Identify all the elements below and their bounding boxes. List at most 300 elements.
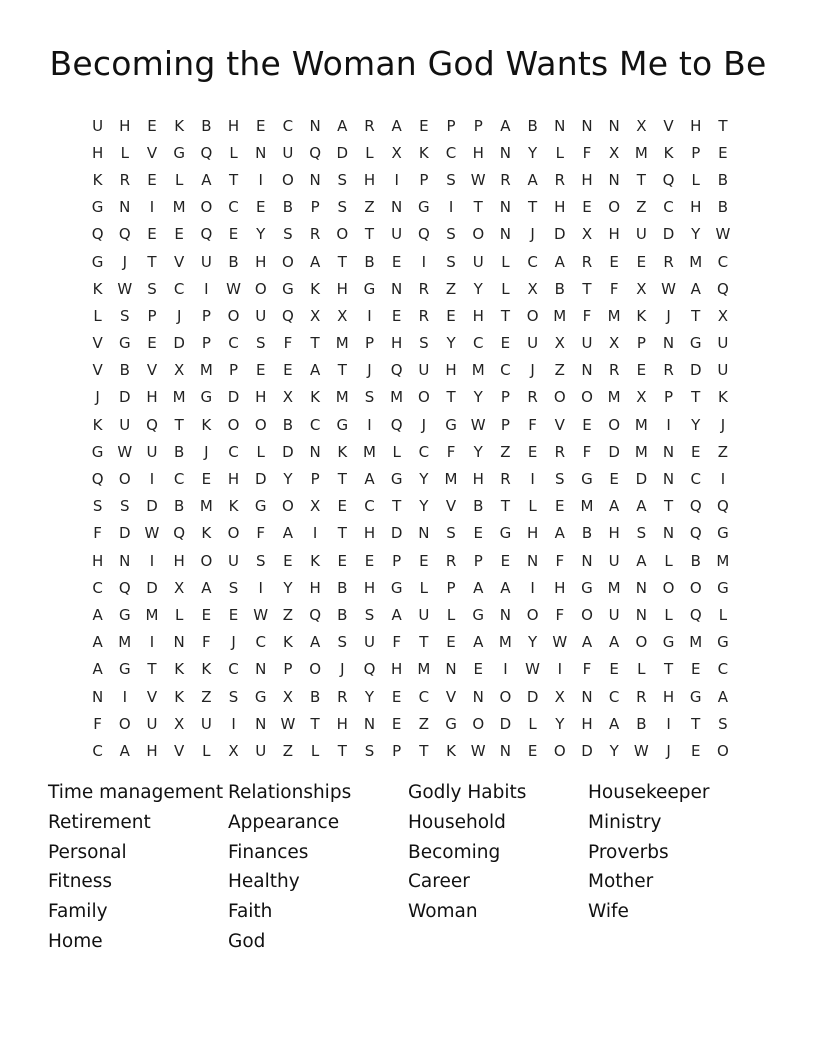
grid-letter[interactable]: J <box>231 633 236 652</box>
grid-letter[interactable]: G <box>418 198 430 217</box>
grid-letter[interactable]: O <box>689 578 702 597</box>
grid-letter[interactable]: A <box>201 170 212 189</box>
grid-letter[interactable]: T <box>663 497 674 516</box>
grid-letter[interactable]: O <box>254 279 267 298</box>
grid-letter[interactable]: A <box>92 633 103 652</box>
grid-letter[interactable]: P <box>473 116 483 135</box>
grid-letter[interactable]: E <box>255 198 266 217</box>
grid-letter[interactable]: G <box>173 143 185 162</box>
grid-letter[interactable]: O <box>118 470 131 489</box>
grid-letter[interactable]: I <box>258 170 263 189</box>
grid-letter[interactable]: W <box>470 170 486 189</box>
grid-letter[interactable]: N <box>255 143 267 162</box>
grid-letter[interactable]: C <box>418 442 430 461</box>
grid-letter[interactable]: L <box>229 143 238 162</box>
grid-letter[interactable]: I <box>122 687 127 706</box>
grid-letter[interactable]: E <box>500 334 511 353</box>
grid-letter[interactable]: N <box>255 660 267 679</box>
grid-letter[interactable]: T <box>147 252 157 271</box>
grid-letter[interactable]: F <box>202 633 211 652</box>
grid-letter[interactable]: E <box>174 225 184 244</box>
grid-letter[interactable]: M <box>172 388 186 407</box>
grid-letter[interactable]: A <box>554 252 565 271</box>
grid-letter[interactable]: C <box>500 361 511 380</box>
grid-letter[interactable]: N <box>662 470 675 489</box>
grid-letter[interactable]: D <box>608 442 620 461</box>
grid-letter[interactable]: Y <box>555 714 565 733</box>
grid-letter[interactable]: E <box>364 551 375 570</box>
grid-letter[interactable]: N <box>635 605 647 624</box>
grid-letter[interactable]: R <box>500 470 511 489</box>
grid-letter[interactable]: G <box>390 470 403 489</box>
grid-letter[interactable]: S <box>364 605 375 624</box>
grid-letter[interactable]: N <box>91 687 104 706</box>
grid-letter[interactable]: N <box>581 687 593 706</box>
grid-letter[interactable]: N <box>581 116 593 135</box>
grid-letter[interactable]: P <box>664 388 674 407</box>
grid-letter[interactable]: C <box>228 198 239 217</box>
grid-letter[interactable]: G <box>282 279 294 298</box>
grid-letter[interactable]: M <box>716 551 730 570</box>
grid-letter[interactable]: N <box>119 198 131 217</box>
grid-letter[interactable]: N <box>499 198 512 217</box>
grid-letter[interactable]: O <box>499 687 512 706</box>
grid-letter[interactable]: S <box>255 334 266 353</box>
grid-letter[interactable]: G <box>200 388 213 407</box>
grid-letter[interactable]: H <box>363 578 376 597</box>
grid-letter[interactable]: S <box>337 170 348 189</box>
grid-letter[interactable]: G <box>689 334 702 353</box>
grid-letter[interactable]: C <box>663 198 674 217</box>
grid-letter[interactable]: R <box>581 252 593 271</box>
grid-letter[interactable]: N <box>309 116 321 135</box>
grid-letter[interactable]: E <box>391 714 402 733</box>
grid-letter[interactable]: L <box>446 605 456 624</box>
grid-letter[interactable]: E <box>283 361 293 380</box>
grid-letter[interactable]: U <box>119 415 131 434</box>
grid-letter[interactable]: X <box>636 279 647 298</box>
grid-letter[interactable]: Z <box>364 198 375 217</box>
grid-letter[interactable]: S <box>636 524 647 543</box>
grid-letter[interactable]: C <box>717 660 729 679</box>
grid-letter[interactable]: J <box>176 306 182 325</box>
grid-letter[interactable]: U <box>717 361 729 380</box>
grid-letter[interactable]: M <box>607 578 621 597</box>
grid-letter[interactable]: K <box>337 442 348 461</box>
grid-letter[interactable]: L <box>528 497 537 516</box>
grid-letter[interactable]: H <box>146 741 158 760</box>
grid-letter[interactable]: X <box>609 143 620 162</box>
grid-letter[interactable]: E <box>690 442 701 461</box>
grid-letter[interactable]: I <box>149 470 155 489</box>
grid-letter[interactable]: K <box>92 279 103 298</box>
grid-letter[interactable]: F <box>256 524 266 543</box>
grid-letter[interactable]: P <box>201 306 211 325</box>
grid-letter[interactable]: E <box>201 605 212 624</box>
grid-letter[interactable]: X <box>554 687 565 706</box>
grid-letter[interactable]: F <box>582 660 592 679</box>
grid-letter[interactable]: D <box>227 388 240 407</box>
grid-letter[interactable]: H <box>336 279 348 298</box>
grid-letter[interactable]: E <box>147 116 157 135</box>
grid-letter[interactable]: L <box>528 714 537 733</box>
grid-letter[interactable]: Q <box>146 415 158 434</box>
grid-letter[interactable]: A <box>690 279 701 298</box>
grid-letter[interactable]: D <box>119 388 131 407</box>
grid-letter[interactable]: F <box>582 442 592 461</box>
grid-letter[interactable]: R <box>500 170 511 189</box>
grid-letter[interactable]: A <box>609 497 620 516</box>
grid-letter[interactable]: F <box>93 524 102 543</box>
grid-letter[interactable]: J <box>122 252 127 271</box>
grid-letter[interactable]: O <box>227 415 240 434</box>
grid-letter[interactable]: W <box>470 741 486 760</box>
grid-letter[interactable]: C <box>472 334 484 353</box>
grid-letter[interactable]: V <box>445 497 457 516</box>
grid-letter[interactable]: O <box>417 388 430 407</box>
grid-letter[interactable]: G <box>363 279 376 298</box>
grid-letter[interactable]: T <box>337 252 347 271</box>
grid-letter[interactable]: M <box>145 605 159 624</box>
grid-letter[interactable]: E <box>419 551 429 570</box>
grid-letter[interactable]: O <box>635 633 648 652</box>
grid-letter[interactable]: L <box>202 741 211 760</box>
grid-letter[interactable]: D <box>499 714 512 733</box>
grid-letter[interactable]: W <box>525 660 541 679</box>
grid-letter[interactable]: O <box>282 252 294 271</box>
grid-letter[interactable]: T <box>147 660 157 679</box>
grid-letter[interactable]: X <box>391 143 402 162</box>
grid-letter[interactable]: F <box>392 633 401 652</box>
grid-letter[interactable]: D <box>336 143 349 162</box>
grid-letter[interactable]: Q <box>662 170 675 189</box>
grid-letter[interactable]: H <box>363 170 376 189</box>
grid-letter[interactable]: O <box>472 225 485 244</box>
grid-letter[interactable]: B <box>473 497 484 516</box>
grid-letter[interactable]: A <box>581 633 593 652</box>
grid-letter[interactable]: T <box>392 497 402 516</box>
grid-letter[interactable]: K <box>201 660 212 679</box>
grid-letter[interactable]: A <box>92 605 103 624</box>
grid-letter[interactable]: S <box>255 551 266 570</box>
grid-letter[interactable]: S <box>364 741 375 760</box>
grid-letter[interactable]: H <box>526 524 539 543</box>
grid-letter[interactable]: Y <box>473 279 483 298</box>
grid-letter[interactable]: O <box>227 306 240 325</box>
grid-letter[interactable]: T <box>691 714 701 733</box>
grid-letter[interactable]: F <box>555 605 565 624</box>
grid-letter[interactable]: R <box>554 170 565 189</box>
grid-letter[interactable]: B <box>337 578 348 597</box>
grid-letter[interactable]: A <box>119 741 130 760</box>
grid-letter[interactable]: V <box>146 143 158 162</box>
grid-letter[interactable]: L <box>120 143 129 162</box>
grid-letter[interactable]: P <box>310 198 320 217</box>
grid-letter[interactable]: G <box>662 633 675 652</box>
grid-letter[interactable]: J <box>530 361 535 380</box>
grid-letter[interactable]: E <box>283 551 293 570</box>
grid-letter[interactable]: E <box>391 306 402 325</box>
grid-letter[interactable]: N <box>309 442 321 461</box>
grid-letter[interactable]: V <box>174 252 185 271</box>
grid-letter[interactable]: Q <box>91 225 104 244</box>
grid-letter[interactable]: G <box>118 334 131 353</box>
grid-letter[interactable]: Y <box>419 497 429 516</box>
grid-letter[interactable]: W <box>470 415 486 434</box>
grid-letter[interactable]: O <box>336 225 349 244</box>
grid-letter[interactable]: R <box>663 361 674 380</box>
grid-letter[interactable]: M <box>634 415 648 434</box>
grid-letter[interactable]: X <box>527 279 538 298</box>
grid-letter[interactable]: Y <box>446 334 456 353</box>
grid-letter[interactable]: S <box>337 198 348 217</box>
grid-letter[interactable]: J <box>367 361 372 380</box>
grid-letter[interactable]: V <box>174 741 185 760</box>
grid-letter[interactable]: B <box>554 279 565 298</box>
grid-letter[interactable]: H <box>472 143 484 162</box>
grid-letter[interactable]: T <box>228 170 239 189</box>
grid-letter[interactable]: O <box>282 497 294 516</box>
grid-letter[interactable]: C <box>173 279 185 298</box>
grid-letter[interactable]: T <box>500 497 510 516</box>
grid-letter[interactable]: J <box>666 741 671 760</box>
grid-letter[interactable]: K <box>174 660 185 679</box>
grid-letter[interactable]: F <box>446 442 456 461</box>
grid-letter[interactable]: K <box>201 415 212 434</box>
grid-letter[interactable]: D <box>282 442 294 461</box>
grid-letter[interactable]: R <box>418 306 430 325</box>
grid-letter[interactable]: A <box>554 524 565 543</box>
grid-letter[interactable]: D <box>662 225 675 244</box>
grid-letter[interactable]: X <box>228 741 239 760</box>
grid-letter[interactable]: K <box>663 143 674 162</box>
grid-letter[interactable]: C <box>364 497 375 516</box>
grid-letter[interactable]: M <box>417 660 431 679</box>
grid-letter[interactable]: G <box>118 660 131 679</box>
grid-letter[interactable]: K <box>310 279 321 298</box>
grid-letter[interactable]: G <box>445 415 457 434</box>
grid-letter[interactable]: G <box>118 605 131 624</box>
grid-letter[interactable]: B <box>119 361 130 380</box>
grid-letter[interactable]: K <box>418 143 429 162</box>
grid-letter[interactable]: V <box>146 361 158 380</box>
grid-letter[interactable]: E <box>609 660 619 679</box>
grid-letter[interactable]: E <box>255 116 266 135</box>
grid-letter[interactable]: P <box>446 116 456 135</box>
grid-letter[interactable]: K <box>282 633 293 652</box>
grid-letter[interactable]: W <box>253 605 269 624</box>
grid-letter[interactable]: C <box>690 470 701 489</box>
grid-letter[interactable]: P <box>636 334 646 353</box>
grid-letter[interactable]: Z <box>282 605 294 624</box>
grid-letter[interactable]: P <box>392 551 402 570</box>
grid-letter[interactable]: L <box>501 279 510 298</box>
grid-letter[interactable]: Y <box>364 687 375 706</box>
grid-letter[interactable]: H <box>336 714 348 733</box>
grid-letter[interactable]: H <box>255 388 267 407</box>
grid-letter[interactable]: S <box>228 578 239 597</box>
grid-letter[interactable]: O <box>200 551 213 570</box>
grid-letter[interactable]: D <box>635 470 648 489</box>
grid-letter[interactable]: O <box>118 714 131 733</box>
grid-letter[interactable]: O <box>282 170 294 189</box>
grid-letter[interactable]: M <box>444 470 458 489</box>
grid-letter[interactable]: B <box>309 687 321 706</box>
grid-letter[interactable]: L <box>637 660 646 679</box>
grid-letter[interactable]: H <box>119 116 131 135</box>
grid-letter[interactable]: R <box>119 170 130 189</box>
grid-letter[interactable]: H <box>472 470 484 489</box>
grid-letter[interactable]: G <box>717 633 729 652</box>
grid-letter[interactable]: C <box>228 442 239 461</box>
grid-letter[interactable]: X <box>636 388 647 407</box>
grid-letter[interactable]: V <box>445 687 457 706</box>
grid-letter[interactable]: E <box>582 198 592 217</box>
grid-letter[interactable]: T <box>473 198 483 217</box>
grid-letter[interactable]: K <box>717 388 728 407</box>
grid-letter[interactable]: N <box>662 334 675 353</box>
grid-letter[interactable]: E <box>690 741 701 760</box>
grid-letter[interactable]: M <box>634 143 648 162</box>
grid-letter[interactable]: U <box>472 252 484 271</box>
grid-letter[interactable]: C <box>92 578 103 597</box>
grid-letter[interactable]: E <box>147 225 157 244</box>
grid-letter[interactable]: W <box>633 741 649 760</box>
grid-letter[interactable]: M <box>580 497 594 516</box>
grid-letter[interactable]: U <box>228 551 240 570</box>
grid-letter[interactable]: N <box>581 551 593 570</box>
grid-letter[interactable]: D <box>581 741 593 760</box>
grid-letter[interactable]: X <box>636 116 647 135</box>
grid-letter[interactable]: B <box>282 415 294 434</box>
grid-letter[interactable]: K <box>201 524 212 543</box>
grid-letter[interactable]: M <box>498 633 512 652</box>
grid-letter[interactable]: E <box>228 225 239 244</box>
grid-letter[interactable]: U <box>717 334 729 353</box>
grid-letter[interactable]: W <box>552 633 568 652</box>
grid-letter[interactable]: H <box>255 252 267 271</box>
grid-letter[interactable]: S <box>419 334 429 353</box>
grid-letter[interactable]: P <box>419 170 429 189</box>
grid-letter[interactable]: S <box>446 524 456 543</box>
grid-letter[interactable]: D <box>146 578 158 597</box>
grid-letter[interactable]: X <box>174 361 185 380</box>
grid-letter[interactable]: J <box>340 660 345 679</box>
grid-letter[interactable]: E <box>391 252 402 271</box>
grid-letter[interactable]: M <box>607 306 621 325</box>
grid-letter[interactable]: B <box>717 198 729 217</box>
grid-letter[interactable]: N <box>526 551 539 570</box>
grid-letter[interactable]: I <box>503 660 508 679</box>
grid-letter[interactable]: L <box>365 143 374 162</box>
grid-letter[interactable]: F <box>93 714 102 733</box>
grid-letter[interactable]: L <box>691 170 700 189</box>
grid-letter[interactable]: A <box>527 170 538 189</box>
grid-letter[interactable]: I <box>557 660 562 679</box>
grid-letter[interactable]: M <box>335 334 349 353</box>
grid-letter[interactable]: G <box>581 578 593 597</box>
grid-letter[interactable]: T <box>663 660 674 679</box>
grid-letter[interactable]: U <box>146 442 158 461</box>
grid-letter[interactable]: T <box>337 470 347 489</box>
grid-letter[interactable]: S <box>120 306 130 325</box>
grid-letter[interactable]: P <box>201 334 211 353</box>
grid-letter[interactable]: E <box>690 660 701 679</box>
grid-letter[interactable]: B <box>228 252 239 271</box>
grid-letter[interactable]: N <box>499 225 512 244</box>
grid-letter[interactable]: A <box>609 633 620 652</box>
grid-letter[interactable]: N <box>608 170 620 189</box>
grid-letter[interactable]: E <box>147 170 157 189</box>
grid-letter[interactable]: J <box>421 415 427 434</box>
grid-letter[interactable]: I <box>421 252 427 271</box>
grid-letter[interactable]: Z <box>636 198 647 217</box>
grid-letter[interactable]: L <box>174 605 184 624</box>
grid-letter[interactable]: X <box>581 225 593 244</box>
grid-letter[interactable]: M <box>199 497 213 516</box>
grid-letter[interactable]: M <box>362 442 376 461</box>
grid-letter[interactable]: E <box>446 306 456 325</box>
grid-letter[interactable]: M <box>634 442 648 461</box>
grid-letter[interactable]: U <box>255 306 267 325</box>
grid-letter[interactable]: F <box>582 143 592 162</box>
grid-letter[interactable]: E <box>527 741 538 760</box>
grid-letter[interactable]: A <box>636 497 647 516</box>
grid-letter[interactable]: S <box>446 252 456 271</box>
grid-letter[interactable]: J <box>720 415 726 434</box>
grid-letter[interactable]: S <box>446 225 456 244</box>
grid-letter[interactable]: E <box>636 252 647 271</box>
grid-letter[interactable]: X <box>174 578 185 597</box>
grid-letter[interactable]: N <box>363 714 376 733</box>
grid-letter[interactable]: Q <box>717 279 729 298</box>
grid-letter[interactable]: K <box>310 551 321 570</box>
grid-letter[interactable]: K <box>92 170 103 189</box>
grid-letter[interactable]: U <box>608 551 620 570</box>
grid-letter[interactable]: U <box>200 714 212 733</box>
grid-letter[interactable]: I <box>367 306 372 325</box>
grid-letter[interactable]: G <box>254 497 267 516</box>
grid-letter[interactable]: C <box>173 470 185 489</box>
grid-letter[interactable]: E <box>337 551 348 570</box>
grid-letter[interactable]: L <box>664 551 673 570</box>
grid-letter[interactable]: K <box>228 497 239 516</box>
grid-letter[interactable]: N <box>391 198 403 217</box>
grid-letter[interactable]: I <box>231 714 236 733</box>
grid-letter[interactable]: M <box>607 388 621 407</box>
grid-letter[interactable]: Q <box>173 524 186 543</box>
grid-letter[interactable]: O <box>581 605 593 624</box>
grid-letter[interactable]: W <box>226 279 241 298</box>
grid-letter[interactable]: A <box>92 660 103 679</box>
grid-letter[interactable]: H <box>363 524 376 543</box>
grid-letter[interactable]: G <box>689 687 702 706</box>
grid-letter[interactable]: D <box>390 524 403 543</box>
grid-letter[interactable]: X <box>282 388 294 407</box>
grid-letter[interactable]: L <box>419 578 429 597</box>
grid-letter[interactable]: T <box>636 170 646 189</box>
grid-letter[interactable]: A <box>609 714 620 733</box>
grid-letter[interactable]: R <box>554 442 565 461</box>
grid-letter[interactable]: Y <box>609 741 619 760</box>
grid-letter[interactable]: R <box>309 225 321 244</box>
grid-letter[interactable]: O <box>662 578 675 597</box>
grid-letter[interactable]: T <box>500 306 510 325</box>
grid-letter[interactable]: M <box>118 633 132 652</box>
grid-letter[interactable]: E <box>473 524 483 543</box>
grid-letter[interactable]: T <box>691 388 701 407</box>
grid-letter[interactable]: D <box>689 361 702 380</box>
